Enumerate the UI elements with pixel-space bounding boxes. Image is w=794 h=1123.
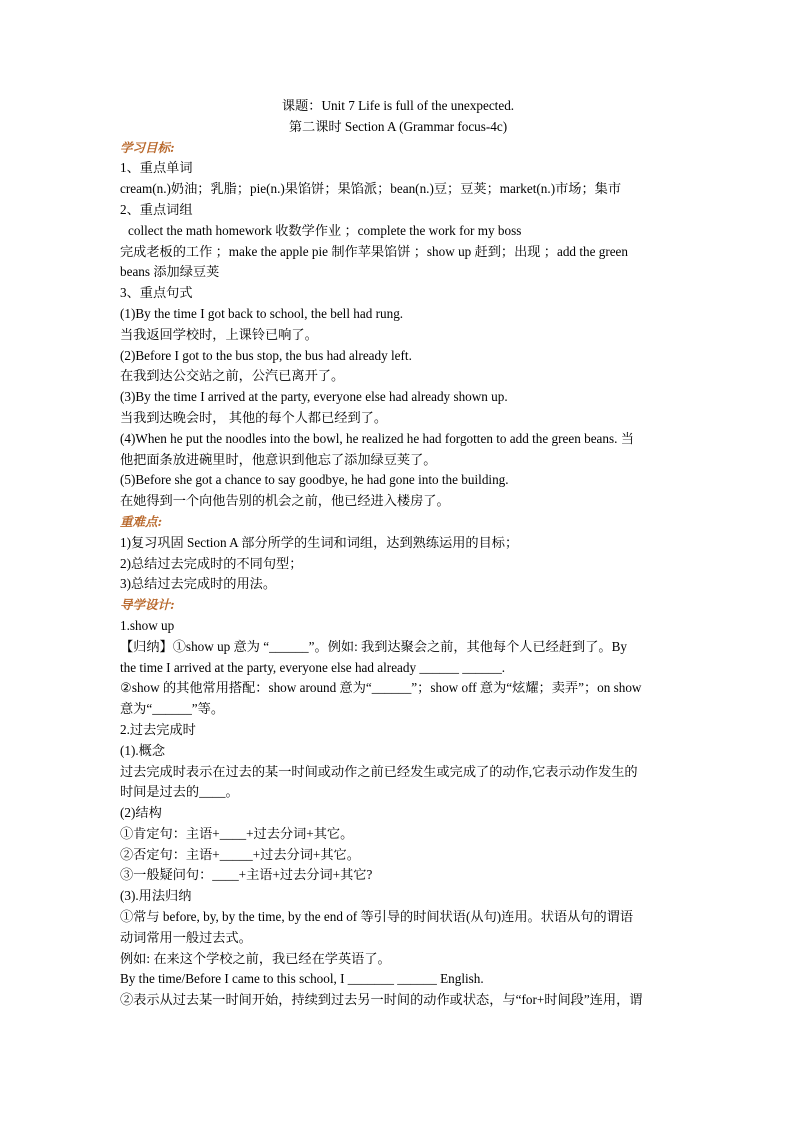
document-page [120, 96, 676, 1011]
structure-line: ③一般疑问句：____+主语+过去分词+其它? [120, 867, 373, 883]
phrases-line: 完成老板的工作 ；make the apple pie 制作苹果馅饼 ；show up 赶到；出现 ；add the green [120, 243, 629, 259]
phrases-heading: 2、重点词组 [120, 201, 193, 217]
sentence-en: (2)Before I got to the bus stop, the bus had already left. [120, 347, 412, 363]
past-perfect-title: 2.过去完成时 [120, 721, 196, 737]
guide-heading: 导学设计: [120, 597, 175, 613]
sentence-en: (5)Before she got a chance to say goodbye, he had gone into the building. [120, 472, 509, 488]
usage-line: By the time/Before I came to this school, I _______ ______ English. [120, 971, 484, 987]
sentences-heading: 3、重点句式 [120, 285, 193, 301]
concept-line: 时间是过去的____。 [120, 784, 239, 800]
sentence-cn: 当我返回学校时，上课铃已响了。 [120, 326, 318, 342]
show-up-line: ②show 的其他常用搭配：show around 意为“______”；show off 意为“炫耀；卖弄”；on show [120, 680, 642, 696]
concept-title: (1).概念 [120, 742, 166, 758]
difficulty-item: 2)总结过去完成时的不同句型； [120, 555, 303, 571]
sentence-cn: 在她得到一个向他告别的机会之前，他已经进入楼房了。 [120, 493, 450, 509]
show-up-line: 意为“______”等。 [120, 701, 225, 717]
sentence-cn: 他把面条放进碗里时，他意识到他忘了添加绿豆荚了。 [120, 451, 437, 467]
objectives-heading: 学习目标: [120, 139, 175, 155]
phrases-line: collect the math homework 收数学作业 ；complete the work for my boss [128, 222, 522, 238]
sentence-en: (4)When he put the noodles into the bowl, he realized he had forgotten to add the green beans. 当 [120, 430, 634, 446]
lesson-title: 课题：Unit 7 Life is full of the unexpected. [281, 98, 515, 113]
usage-line: 动词常用一般过去式。 [120, 929, 252, 945]
lesson-subtitle: 第二课时 Section A (Grammar focus-4c) [288, 118, 508, 134]
usage-line: ①常与 before, by, by the time, by the end of 等引导的时间状语(从句)连用。状语从句的谓语 [120, 909, 634, 925]
usage-title: (3).用法归纳 [120, 888, 192, 904]
sentence-cn: 当我到达晚会时， 其他的每个人都已经到了。 [120, 409, 388, 425]
vocab-heading: 1、重点单词 [120, 160, 193, 176]
difficulty-item: 1)复习巩固 Section A 部分所学的生词和词组，达到熟练运用的目标； [120, 534, 519, 550]
phrases-line: beans 添加绿豆荚 [120, 264, 220, 280]
usage-line: ②表示从过去某一时间开始，持续到过去另一时间的动作或状态，与“for+时间段”连用，谓 [120, 992, 643, 1008]
usage-line: 例如: 在来这个学校之前，我已经在学英语了。 [120, 950, 391, 966]
difficulty-item: 3)总结过去完成时的用法。 [120, 576, 277, 592]
vocab-line: cream(n.)奶油；乳脂；pie(n.)果馅饼；果馅派；bean(n.)豆；豆荚；market(n.)市场；集市 [120, 181, 622, 197]
structure-title: (2)结构 [120, 805, 162, 821]
show-up-line: the time I arrived at the party, everyone else had already ______ ______. [120, 659, 506, 675]
structure-line: ②否定句：主语+_____+过去分词+其它。 [120, 846, 360, 862]
structure-line: ①肯定句：主语+____+过去分词+其它。 [120, 825, 354, 841]
sentence-en: (3)By the time I arrived at the party, everyone else had already shown up. [120, 389, 508, 405]
sentence-cn: 在我到达公交站之前，公汽已离开了。 [120, 368, 345, 384]
show-up-title: 1.show up [120, 617, 175, 633]
show-up-line: 【归纳】①show up 意为 “______”。例如: 我到达聚会之前，其他每个人已经赶到了。By [120, 638, 627, 654]
difficulty-heading: 重难点: [120, 513, 163, 529]
concept-line: 过去完成时表示在过去的某一时间或动作之前已经发生或完成了的动作,它表示动作发生的 [120, 763, 638, 779]
sentence-en: (1)By the time I got back to school, the bell had rung. [120, 305, 404, 321]
